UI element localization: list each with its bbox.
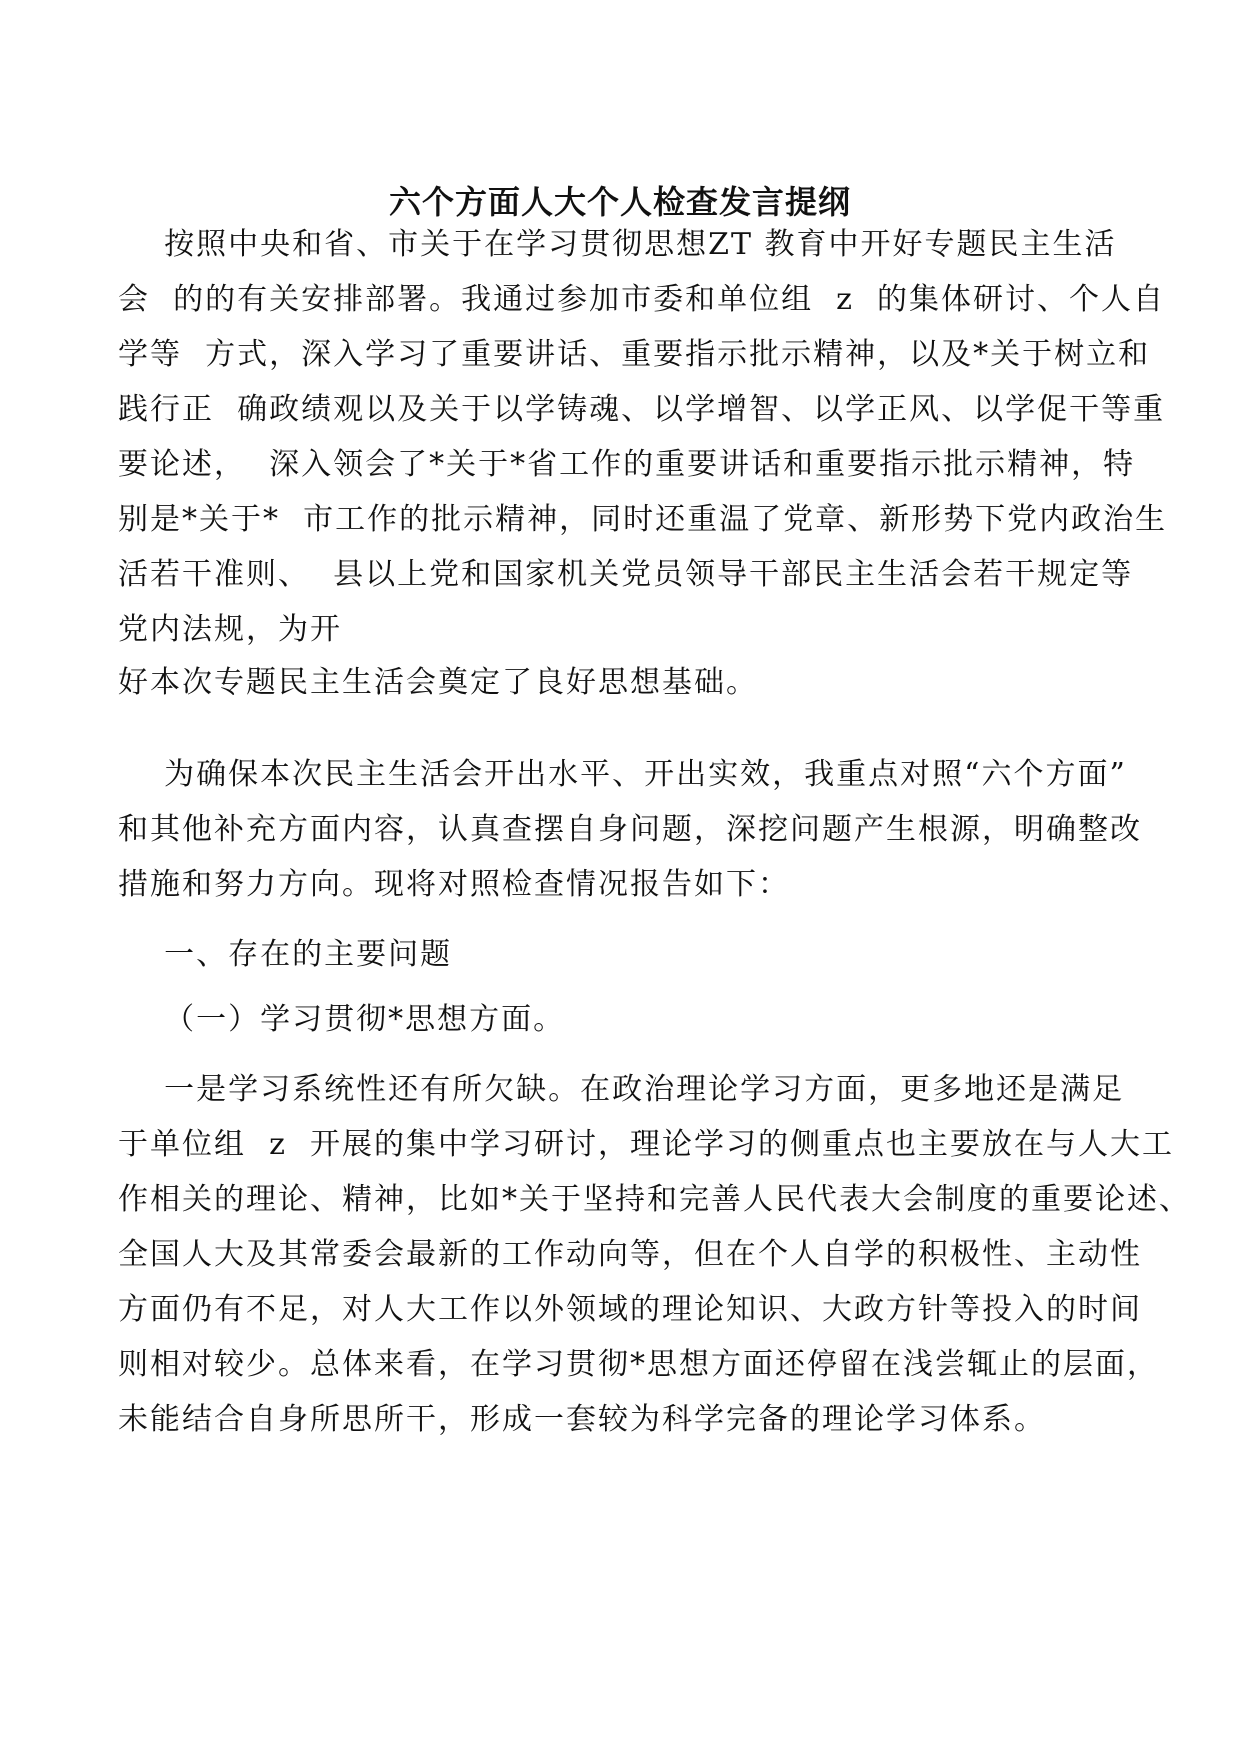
paragraph-line: 作相关的理论、精神，比如*关于坚持和完善人民代表大会制度的重要论述、 <box>118 1182 1191 1217</box>
paragraph-line: 党内法规，为开 <box>118 612 342 647</box>
paragraph-line: 全国人大及其常委会最新的工作动向等，但在个人自学的积极性、主动性 <box>118 1237 1142 1272</box>
section-heading: 一、存在的主要问题 <box>118 937 453 972</box>
paragraph-line: 则相对较少。总体来看，在学习贯彻*思想方面还停留在浅尝辄止的层面， <box>118 1347 1159 1382</box>
paragraph-line: 方面仍有不足，对人大工作以外领域的理论知识、大政方针等投入的时间 <box>118 1292 1142 1327</box>
paragraph-line: 未能结合自身所思所干，形成一套较为科学完备的理论学习体系。 <box>118 1402 1046 1437</box>
subsection-heading: （一）学习贯彻*思想方面。 <box>118 1002 566 1037</box>
paragraph-line: 好本次专题民主生活会奠定了良好思想基础。 <box>118 665 758 700</box>
paragraph-line: 别是*关于* 市工作的批示精神，同时还重温了党章、新形势下党内政治生 <box>118 502 1168 537</box>
paragraph-line: 于单位组 z 开展的集中学习研讨，理论学习的侧重点也主要放在与人大工 <box>118 1127 1174 1162</box>
paragraph-line: 按照中央和省、市关于在学习贯彻思想ZT 教育中开好专题民主生活 <box>118 227 1117 262</box>
paragraph-line: 会 的的有关安排部署。我通过参加市委和单位组 z 的集体研讨、个人自 <box>118 282 1166 317</box>
paragraph-line: 措施和努力方向。现将对照检查情况报告如下： <box>118 867 790 902</box>
paragraph-line: 活若干准则、 县以上党和国家机关党员领导干部民主生活会若干规定等 <box>118 557 1134 592</box>
paragraph-line: 和其他补充方面内容，认真查摆自身问题，深挖问题产生根源，明确整改 <box>118 812 1142 847</box>
document-title: 六个方面人大个人检查发言提纲 <box>388 183 851 221</box>
paragraph-line: 要论述， 深入领会了*关于*省工作的重要讲话和重要指示批示精神，特 <box>118 447 1136 482</box>
paragraph-line: 为确保本次民主生活会开出水平、开出实效，我重点对照“六个方面” <box>118 757 1127 792</box>
paragraph-line: 践行正 确政绩观以及关于以学铸魂、以学增智、以学正风、以学促干等重 <box>118 392 1166 427</box>
paragraph-line: 学等 方式，深入学习了重要讲话、重要指示批示精神，以及*关于树立和 <box>118 337 1151 372</box>
paragraph-line: 一是学习系统性还有所欠缺。在政治理论学习方面，更多地还是满足 <box>118 1072 1125 1107</box>
